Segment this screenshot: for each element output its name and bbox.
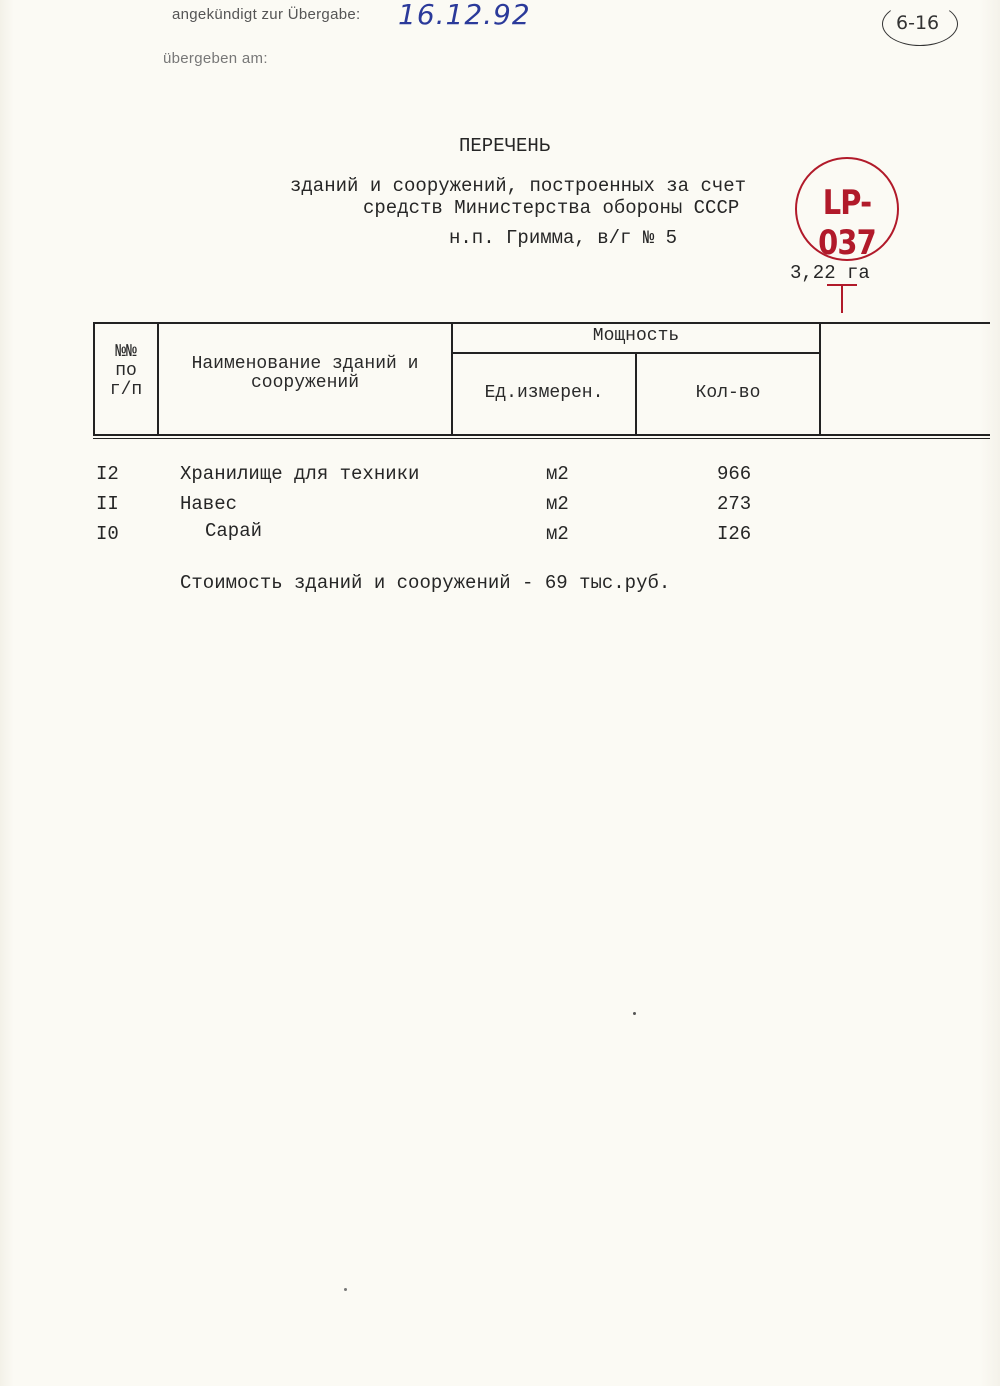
header-name-line-1: Наименование зданий и	[191, 354, 419, 374]
table-top-border	[93, 322, 990, 324]
stamp-code: LP-037	[818, 183, 876, 263]
table-header-bottom-border	[93, 434, 990, 436]
header-number-line-3: г/п	[109, 380, 143, 400]
row-3-number: I0	[96, 523, 119, 545]
area-value: 3,22 га	[790, 262, 870, 284]
table-header-bottom-border-2	[93, 438, 990, 439]
table-col-divider-4	[819, 322, 821, 436]
header-number-line-1: №№	[115, 342, 137, 362]
header-number-line-2: по	[115, 361, 137, 381]
paper-speck	[633, 1012, 636, 1015]
header-name-line-2: сооружений	[250, 373, 360, 393]
handed-over-label: übergeben am:	[163, 50, 268, 67]
row-2-name: Навес	[180, 493, 238, 515]
row-1-name: Хранилище для техники	[180, 463, 420, 485]
cost-summary: Стоимость зданий и сооружений - 69 тыс.руб.	[180, 572, 671, 594]
table-col-divider-1	[157, 322, 159, 436]
row-1-number: I2	[96, 463, 119, 485]
table-left-border	[93, 322, 95, 436]
header-power-group: Мощность	[592, 326, 680, 346]
inventory-stamp	[795, 157, 899, 261]
row-2-qty: 273	[717, 493, 752, 515]
paper-speck	[344, 1288, 347, 1291]
row-3-unit: м2	[546, 523, 569, 545]
corner-note: 6-16	[896, 12, 940, 34]
row-3-qty: I26	[717, 523, 752, 545]
header-qty: Кол-во	[695, 383, 761, 403]
red-tick-mark	[841, 285, 843, 313]
header-number	[98, 343, 154, 400]
row-2-number: II	[96, 493, 119, 515]
announced-label: angekündigt zur Übergabe:	[172, 6, 361, 23]
row-1-unit: м2	[546, 463, 569, 485]
row-1-qty: 966	[717, 463, 752, 485]
subtitle-line-3: н.п. Гримма, в/г № 5	[449, 227, 678, 249]
document-title: ПЕРЕЧЕНЬ	[459, 135, 551, 157]
announced-date: 16.12.92	[398, 0, 531, 31]
row-3-name: Сарай	[205, 520, 263, 542]
header-unit: Ед.измерен.	[484, 383, 604, 403]
row-2-unit: м2	[546, 493, 569, 515]
header-name	[160, 355, 450, 393]
subtitle-line-1: зданий и сооружений, построенных за счет	[290, 175, 747, 197]
subtitle-line-2: средств Министерства обороны СССР	[363, 197, 740, 219]
